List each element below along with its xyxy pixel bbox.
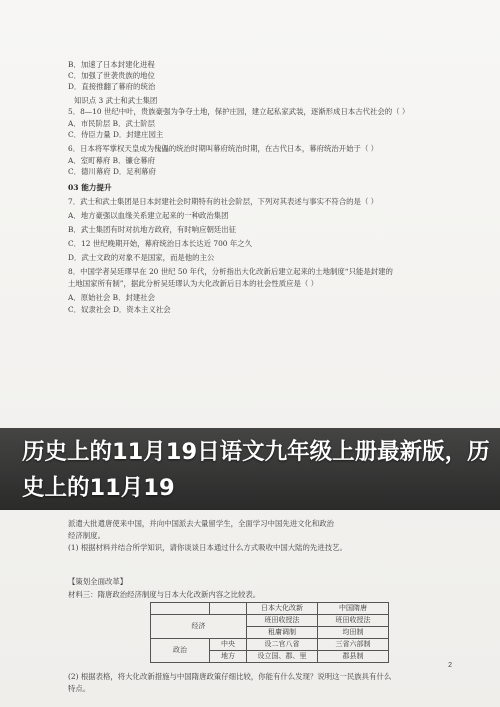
text-line: B．加速了日本封建化进程 — [68, 60, 155, 69]
page-number: 2 — [448, 662, 452, 669]
text-line: C．加强了世袭贵族的地位 — [68, 71, 155, 80]
text-line: C．奴隶社会 D．资本主义社会 — [68, 305, 171, 314]
table-cell: 政治 — [151, 639, 210, 663]
text-line: 知识点 3 武士和武士集团 — [74, 96, 158, 105]
table-cell — [210, 603, 247, 615]
text-line: 7．武士和武士集团是日本封建社会时期特有的社会阶层，下列对其表述与事实不符合的是（ ） — [68, 197, 379, 206]
banner-title: 历史上的11月19日语文九年级上册最新版，历史上的11月19 — [22, 439, 490, 501]
text-line: D．直接推翻了幕府的统治 — [68, 82, 156, 91]
table-row — [151, 639, 389, 651]
text-line: A．地方豪强以血缘关系建立起来的一种政治集团 — [68, 211, 229, 220]
table-cell: 郡县制 — [318, 651, 389, 663]
table-cell: 地方 — [210, 651, 247, 663]
table-cell — [151, 603, 210, 615]
text-line: 03 能力提升 — [68, 183, 112, 192]
table-cell: 班田收授法 — [247, 615, 318, 627]
text-line: A．室町幕府 B．镰仓幕府 — [68, 156, 156, 165]
table-cell: 均田制 — [318, 627, 389, 639]
text-line: B．武士集团有时对抗地方政府，有时响应朝廷出征 — [68, 225, 237, 234]
text-line: D．武士文政的对象不是国家，而是他的主公 — [68, 253, 215, 262]
table-row — [151, 615, 389, 627]
comparison-table — [150, 602, 389, 663]
table-cell: 租庸调制 — [247, 627, 318, 639]
table-cell: 设二官八省 — [247, 639, 318, 651]
text-line: 特点。 — [68, 684, 91, 693]
text-line: C．德川幕府 D．足利幕府 — [68, 167, 156, 176]
table-row — [151, 603, 389, 615]
table-cell: 经济 — [151, 615, 247, 639]
text-line: A．原始社会 B．封建社会 — [68, 293, 156, 302]
table-cell: 中国隋唐 — [318, 603, 389, 615]
text-line: 5．8—10 世纪中叶，贵族豪强为争夺土地，保护庄园，建立起私家武装，逐渐形成日本古代社会的（ ） — [68, 107, 410, 116]
text-line: C．侍臣力量 D．封建庄园主 — [68, 130, 164, 139]
text-line: (2) 根据表格，将大化改新措施与中国隋唐政策仔细比较，你能有什么发现？说明这一民族具有什么 — [68, 672, 392, 681]
text-line: 【策划全面改革】 — [68, 577, 128, 586]
table-cell: 三省六部制 — [318, 639, 389, 651]
text-line: 经济制度。 — [68, 531, 105, 540]
table-cell: 中央 — [210, 639, 247, 651]
table-cell: 日本大化改新 — [247, 603, 318, 615]
text-line: (1) 根据材料并结合所学知识，请你谈谈日本通过什么方式吸收中国大陆的先进技艺。 — [68, 543, 347, 552]
text-line: A．市民阶层 B．武士阶层 — [68, 119, 156, 128]
text-line: C．12 世纪晚期开始，幕府统治日本长达近 700 年之久 — [68, 239, 253, 248]
text-line: 派遣大批遣唐使来中国，并向中国派去大量留学生，全面学习中国先进文化和政治 — [68, 519, 335, 528]
table-cell: 班田收授法 — [318, 615, 389, 627]
title-banner — [0, 428, 500, 510]
text-line: 6．日本将军掌权天皇成为傀儡的统治时期叫幕府统治时期，在古代日本，幕府统治开始于（ ） — [68, 144, 379, 153]
text-line: 材料三：隋唐政治经济制度与日本大化改新内容之比较表。 — [68, 590, 261, 599]
table-cell: 设立国、郡、里 — [247, 651, 318, 663]
text-line: 8．中国学者吴廷璆早在 20 世纪 50 年代，分析指出大化改新后建立起来的土地制度“只能是封建的 — [68, 267, 393, 276]
text-line: 土地国家所有制”，据此分析吴廷璆认为大化改新后日本的社会性质应是（ ） — [68, 279, 319, 288]
